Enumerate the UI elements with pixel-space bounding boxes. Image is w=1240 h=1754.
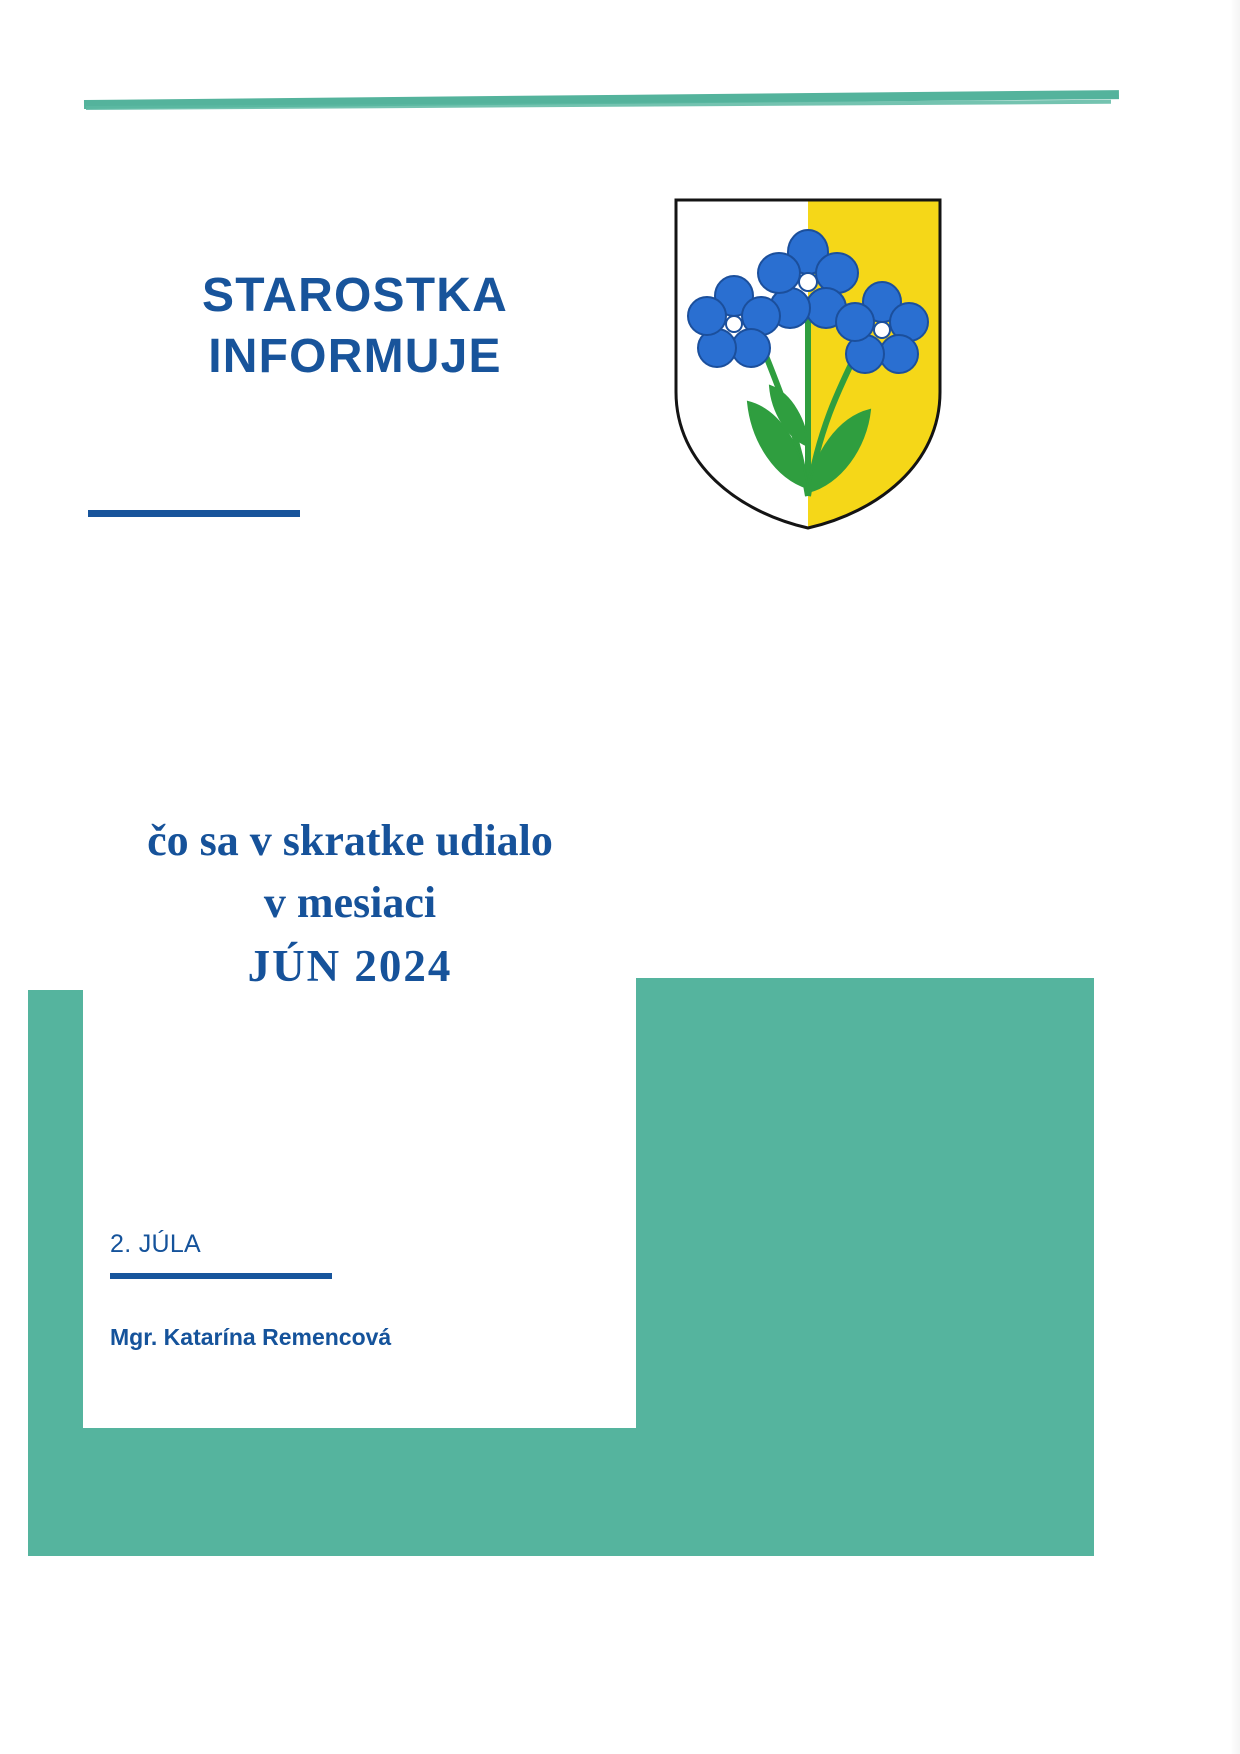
subtitle-line-2: v mesiaci — [263, 878, 437, 928]
green-block-bottom-lower — [28, 1490, 1094, 1556]
coat-of-arms-icon — [672, 196, 944, 532]
subtitle-line-1: čo sa v skratke udialo — [147, 816, 553, 865]
page-title-line-2: INFORMUJE — [208, 330, 502, 384]
scan-edge-shadow — [1230, 0, 1240, 1754]
footer-block — [110, 1230, 590, 1351]
footer-underline — [110, 1273, 332, 1279]
subtitle-line-3: JÚN 2024 — [247, 940, 453, 991]
page-title-line-1: STAROSTKA — [202, 269, 508, 322]
title-underline — [88, 510, 300, 517]
page-title — [95, 265, 615, 388]
footer-signer-name: Mgr. Katarína Remencová — [110, 1324, 392, 1350]
footer-date: 2. JÚLA — [110, 1230, 202, 1258]
top-green-rule — [84, 92, 1119, 114]
document-subtitle — [0, 810, 700, 999]
